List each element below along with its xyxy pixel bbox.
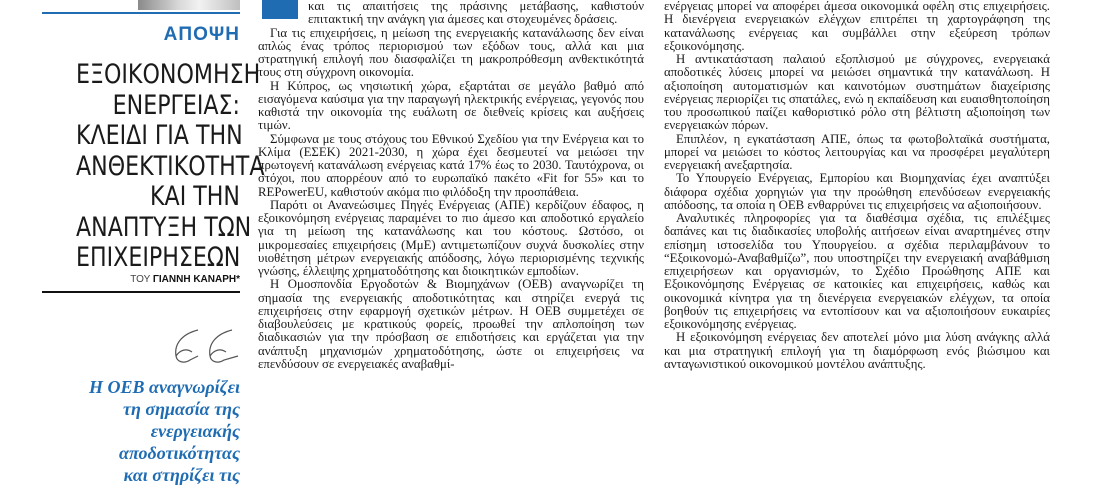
article-paragraph: Η Κύπρος, ως νησιωτική χώρα, εξαρτάται σε μεγάλο βαθμό από εισαγόμενα καύσιμα για την παραγωγή ηλεκτρικής ενέργειας, γεγονός που καθιστά την οικονομία της ευάλωτη σε διεθνείς κρίσεις και αυξήσεις τιμών. xyxy=(258,78,644,133)
article-paragraph: Η αντικατάσταση παλαιού εξοπλισμού με σύγχρονες, ενεργειακά αποδοτικές λύσεις μπορεί να μειώσει σημαντικά την κατανάλωση. Η αξιοποίηση αυτοματισμών και καινοτόμων συστημάτων διαχείρισης ενέργειας περιορίζει τις σπατάλες, ενώ η εκπαίδευση και ευαισθητοποίηση του προσωπικού παίζει καθοριστικό ρόλο στη βέλτιστη αξιοποίηση των ενεργειακών πόρων. xyxy=(664,52,1050,133)
headline-line: ΚΛΕΙΔΙ ΓΙΑ ΤΗΝ xyxy=(76,120,243,151)
headline-line: ΕΞΟΙΚΟΝΟΜΗΣΗ xyxy=(76,59,261,90)
headline-line: ΕΝΕΡΓΕΙΑΣ: xyxy=(112,89,240,121)
article-column-2 xyxy=(664,0,1050,371)
byline-prefix: ΤΟΥ xyxy=(130,274,151,285)
pull-quote xyxy=(42,376,240,486)
headline-line: ΑΝΘΕΚΤΙΚΟΤΗΤΑ xyxy=(76,150,265,182)
pull-quote-line: Η ΟΕΒ αναγνωρίζει xyxy=(88,377,240,397)
pull-quote-line: ενεργειακής xyxy=(150,421,240,441)
article-column-1 xyxy=(258,0,644,371)
byline-author: ΓΙΑΝΝΗ ΚΑΝΑΡΗ* xyxy=(152,274,240,285)
headline-line: ΕΠΙΧΕΙΡΗΣΕΩΝ xyxy=(76,242,241,273)
article-paragraph: Σύμφωνα με τους στόχους του Εθνικού Σχεδίου για την Ενέργεια και το Κλίμα (ΕΣΕΚ) 2021-2030, η χώρα έχει δεσμευτεί να μειώσει την πρωτογενή κατανάλωση ενέργειας κατά 17% έως το 2030. Ταυτόχρονα, οι στόχοι, που απορρέουν από το ευρωπαϊκό πακέτο «Fit for 55» και το REPowerEU, καθιστούν ακόμα πιο φιλόδοξη την προσπάθεια. xyxy=(258,131,644,199)
section-label: ΑΠΟΨΗ xyxy=(163,24,240,45)
article-paragraph: Για τις επιχειρήσεις, η μείωση της ενεργειακής κατανάλωσης δεν είναι απλώς ένας τρόπος περιορισμού των εξόδων τους, αλλά και μια στρατηγική επιλογή που διασφαλίζει τη μακροπρόθεσμη ανθεκτικότητά τους στη σύγχρονη οικονομία. xyxy=(258,25,644,80)
article-paragraph: Το Υπουργείο Ενέργειας, Εμπορίου και Βιομηχανίας έχει αναπτύξει διάφορα σχέδια χορηγιών για την προώθηση επενδύσεων ενεργειακής απόδοσης, τα οποία η ΟΕΒ ενθαρρύνει τις επιχειρήσεις να αξιοποιήσουν. xyxy=(664,171,1050,212)
article-paragraph: Η εξοικονόμηση ενέργειας δεν αποτελεί μόνο μια λύση ανάγκης αλλά και μια στρατηγική επιλογή για τη διαμόρφωση ενός βιώσιμου και ανταγωνιστικού οικονομικού μοντέλου ανάπτυξης. xyxy=(664,330,1050,371)
quote-marks-icon xyxy=(168,326,242,366)
byline xyxy=(42,274,240,285)
article-paragraph: Επιπλέον, η εγκατάσταση ΑΠΕ, όπως τα φωτοβολταϊκά συστήματα, μπορεί να μειώσει το κόστος λειτουργίας και να προσφέρει μεγαλύτερη ενεργειακή ανεξαρτησία. xyxy=(664,131,1050,172)
byline-rule xyxy=(42,291,240,293)
section-rule xyxy=(42,12,240,14)
article-paragraph: Παρότι οι Ανανεώσιμες Πηγές Ενέργειας (ΑΠΕ) κερδίζουν έδαφος, η εξοικονόμηση ενέργειας παραμένει το πιο άμεσο και αποδοτικό εργαλείο για τη μείωση της κατανάλωσης και του κόστους. Ωστόσο, οι μικρομεσαίες επιχειρήσεις (ΜμΕ) αντιμετωπίζουν συχνά δυσκολίες στην υιοθέτηση μέτρων ενεργειακής απόδοσης, λόγω περιορισμένης τεχνικής γνώσης, έλλειψης χρηματοδότησης και διοικητικών εμποδίων. xyxy=(258,197,644,278)
author-photo xyxy=(138,0,240,10)
article-paragraph: Η Ομοσπονδία Εργοδοτών & Βιομηχάνων (ΟΕΒ) αναγνωρίζει τη σημασία της ενεργειακής αποδοτικότητας και στηρίζει ενεργά τις επιχειρήσεις στην εφαρμογή σχετικών μέτρων. Η ΟΕΒ συμμετέχει σε διαβουλεύσεις με κρατικούς φορείς, προωθεί την απλοποίηση των διαδικασιών για την πρόσβαση σε επιδοτήσεις και εργάζεται για την ανάπτυξη μηχανισμών χρηματοδότησης, ώστε οι επιχειρήσεις να επενδύσουν σε ενεργειακές αναβαθμί- xyxy=(258,277,644,371)
headline-line: ΑΝΑΠΤΥΞΗ ΤΩΝ xyxy=(76,211,252,243)
headline-line: ΚΑΙ ΤΗΝ xyxy=(150,181,240,212)
pull-quote-line: τη σημασία της xyxy=(123,399,240,419)
pull-quote-line: αποδοτικότητας xyxy=(118,443,240,463)
pull-quote-line: και στηρίζει τις xyxy=(123,465,240,485)
article-paragraph: Αναλυτικές πληροφορίες για τα διαθέσιμα σχέδια, τις επιλέξιμες δαπάνες και τις διαδικασίες υποβολής αιτήσεων είναι αναρτημένες στην επίσημη ιστοσελίδα του Υπουργείου. α σχέδια περιλαμβάνουν το “Εξοικονομώ-Αναβαθμίζω”, που υποστηρίζει την ενεργειακή αναβάθμιση επιχειρήσεων και οργανισμών, το Σχέδιο Προώθησης ΑΠΕ και Εξοικονόμησης Ενέργειας σε κατοικίες και επιχειρήσεις, καθώς και οικονομικά κίνητρα για τη διενέργεια ενεργειακών ελέγχων, τα οποία βοηθούν τις επιχειρήσεις να εντοπίσουν και να αξιοποιήσουν ευκαιρίες εξοικονόμησης ενέργειας. xyxy=(664,211,1050,331)
article-paragraph: ενέργειας μπορεί να αποφέρει άμεσα οικονομικά οφέλη στις επιχειρήσεις. Η διενέργεια ενεργειακών ελέγχων επιτρέπει τη χαρτογράφηση της κατανάλωσης ενέργειας και συμβάλλει στην εξεύρεση τρόπων εξοικονόμησης. xyxy=(664,0,1050,53)
article-headline xyxy=(76,59,265,274)
article-paragraph: και τις απαιτήσεις της πράσινης μετάβασης, καθιστούν επιτακτική την ανάγκη για άμεσες και στοχευμένες δράσεις. xyxy=(308,0,644,27)
